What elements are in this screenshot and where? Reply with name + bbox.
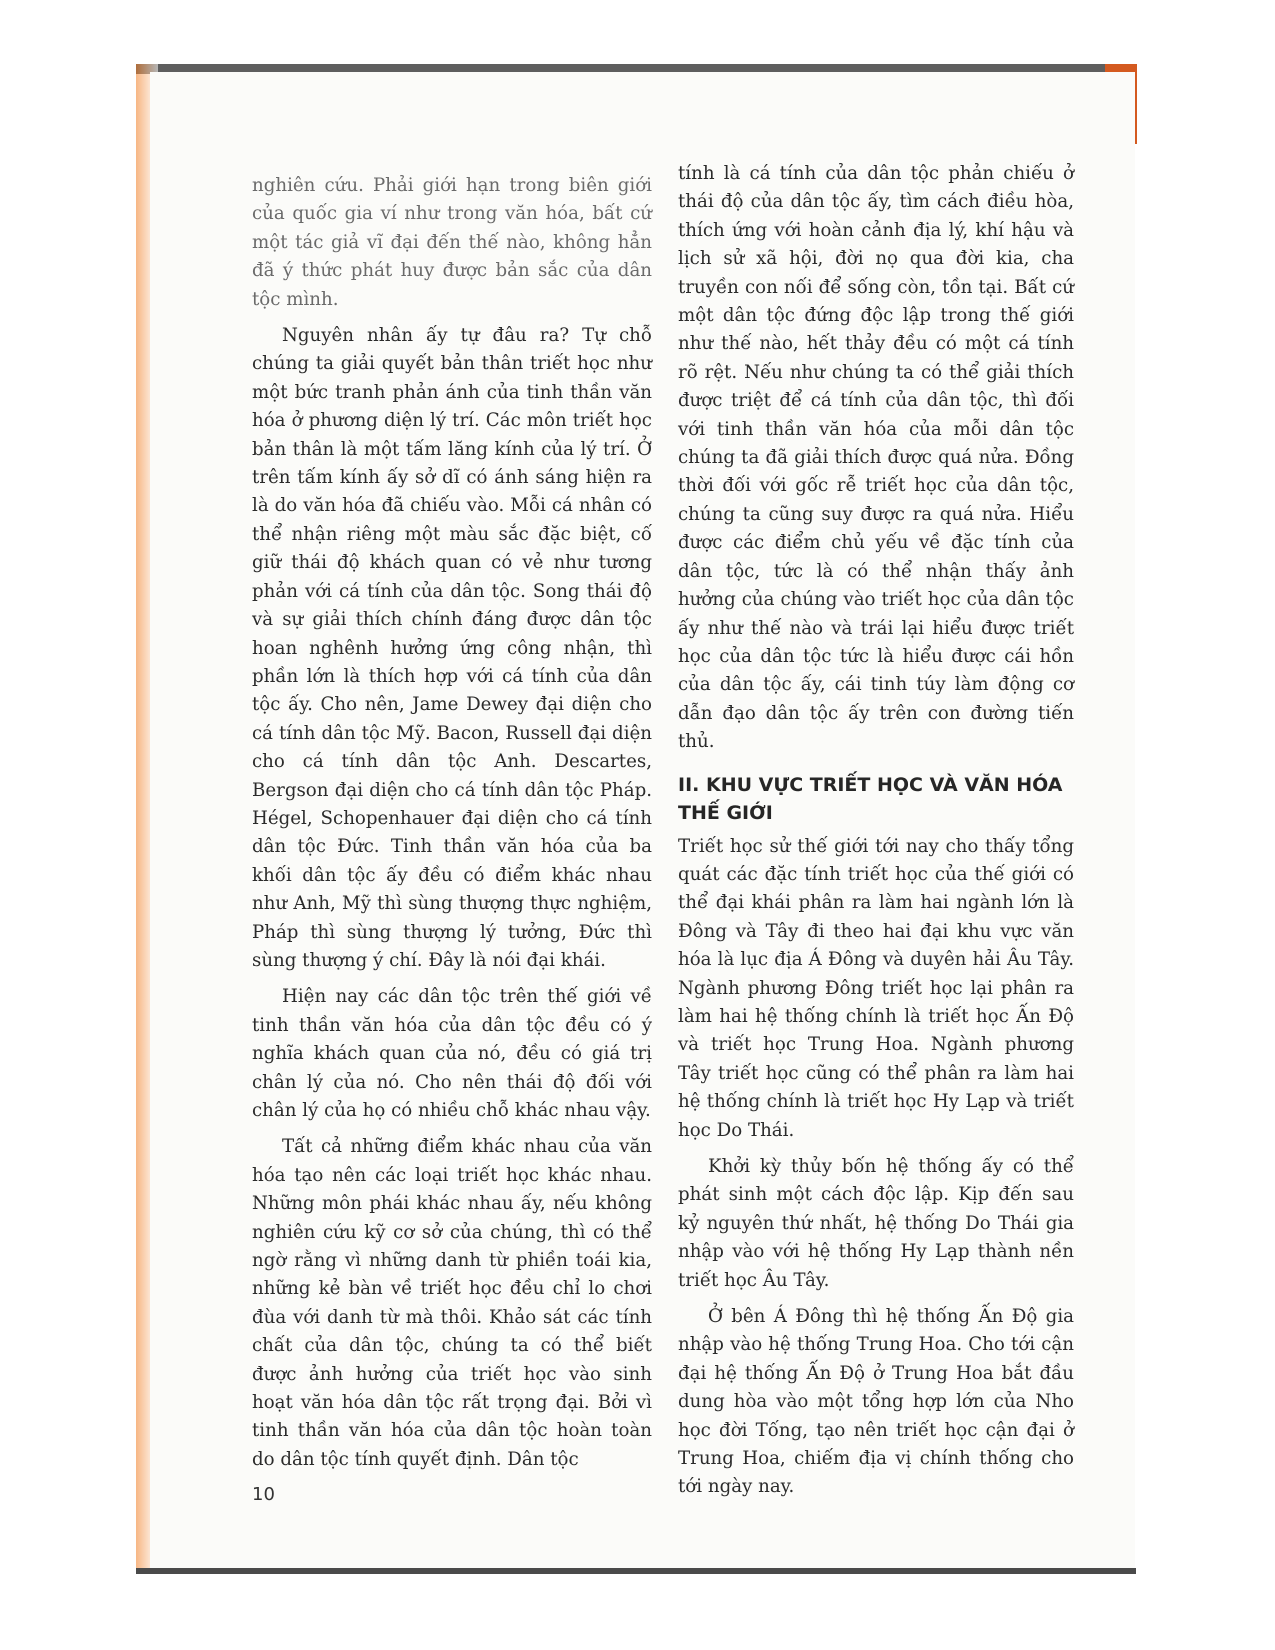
paragraph: Ở bên Á Đông thì hệ thống Ấn Độ gia nhập vào hệ thống Trung Hoa. Cho tới cận đại hệ thống Ấn Độ ở Trung Hoa bắt đầu dung hòa vào một tổng hợp lớn của Nho học đời Tống, tạo nên triết học cận đại ở Trung Hoa, chiếm địa vị chính thống cho tới ngày nay. xyxy=(678,1306,1074,1498)
paragraph: tính là cá tính của dân tộc phản chiếu ở thái độ của dân tộc ấy, tìm cách điều hòa, thích ứng với hoàn cảnh địa lý, khí hậu và lịch sử xã hội, đời nọ qua đời kia, cha truyền con nối để sống còn, tồn tại. Bất cứ một dân tộc đứng độc lập trong thế giới như thế nào, hết thảy đều có một cá tính rõ rệt. Nếu như chúng ta có thể giải thích được triệt để cá tính của dân tộc, thì đối với tinh thần văn hóa của mỗi dân tộc chúng ta đã giải thích được quá nửa. Đồng thời đối với gốc rễ triết học của dân tộc, chúng ta cũng suy được ra quá nửa. Hiểu được các điểm chủ yếu về đặc tính của dân tộc, tức là có thể nhận thấy ảnh hưởng của chúng vào triết học của dân tộc ấy như thế nào và trái lại hiểu được triết học của dân tộc tức là hiểu được cái hồn của dân tộc ấy, cái tinh túy làm động cơ dẫn đạo dân tộc ấy trên con đường tiến thủ. xyxy=(678,163,1074,753)
paragraph: Triết học sử thế giới tới nay cho thấy tổng quát các đặc tính triết học của thế giới có thể đại khái phân ra làm hai ngành lớn là Đông và Tây đi theo hai đại khu vực văn hóa là lục địa Á Đông và duyên hải Âu Tây. Ngành phương Đông triết học lại phân ra làm hai hệ thống chính là triết học Ấn Độ và triết học Trung Hoa. Ngành phương Tây triết học cũng có thể phân ra làm hai hệ thống chính là triết học Hy Lạp và triết học Do Thái. xyxy=(678,835,1074,1141)
section-heading: II. KHU VỰC TRIẾT HỌC VÀ VĂN HÓA THẾ GIỚI xyxy=(678,773,1063,824)
left-column xyxy=(252,172,652,1482)
paragraph: Hiện nay các dân tộc trên thế giới về tinh thần văn hóa của dân tộc đều có ý nghĩa khách quan của nó, đều có giá trị chân lý của nó. Cho nên thái độ đối với chân lý của họ có nhiều chỗ khác nhau vậy. xyxy=(252,986,652,1121)
paragraph: nghiên cứu. Phải giới hạn trong biên giới của quốc gia ví như trong văn hóa, bất cứ một tác giả vĩ đại đến thế nào, không hẳn đã ý thức phát huy được bản sắc của dân tộc mình. xyxy=(252,175,652,310)
paragraph: Nguyên nhân ấy tự đâu ra? Tự chỗ chúng ta giải quyết bản thân triết học như một bức tranh phản ánh của tinh thần văn hóa ở phương diện lý trí. Các môn triết học bản thân là một tấm lăng kính của lý trí. Ở trên tấm kính ấy sở dĩ có ánh sáng hiện ra là do văn hóa đã chiếu vào. Mỗi cá nhân có thể nhận riêng một màu sắc đặc biệt, cố giữ thái độ khách quan có vẻ như tương phản với cá tính của dân tộc. Song thái độ và sự giải thích chính đáng được dân tộc hoan nghênh hưởng ứng công nhận, thì phần lớn là thích hợp với cá tính của dân tộc ấy. Cho nên, Jame Dewey đại diện cho cá tính dân tộc Mỹ. Bacon, Russell đại diện cho cá tính dân tộc Anh. Descartes, Bergson đại diện cho cá tính dân tộc Pháp. Hégel, Schopenhauer đại diện cho cá tính dân tộc Đức. Tinh thần văn hóa của ba khối dân tộc ấy đều có điểm khác nhau như Anh, Mỹ thì sùng thượng thực nghiệm, Pháp thì sùng thượng lý tưởng, Đức thì sùng thượng ý chí. Đây là nói đại khái. xyxy=(252,325,652,971)
right-column xyxy=(678,160,1074,1510)
scan-edge-bottom xyxy=(136,1568,1136,1574)
paragraph: Tất cả những điểm khác nhau của văn hóa tạo nên các loại triết học khác nhau. Những môn phái khác nhau ấy, nếu không nghiên cứu kỹ cơ sở của chúng, thì có thể ngờ rằng vì những danh từ phiền toái kia, những kẻ bàn về triết học đều chỉ lo chơi đùa với danh từ mà thôi. Khảo sát các tính chất của dân tộc, chúng ta có thể biết được ảnh hưởng của triết học vào sinh hoạt văn hóa dân tộc rất trọng đại. Bởi vì tinh thần văn hóa của dân tộc hoàn toàn do dân tộc tính quyết định. Dân tộc xyxy=(252,1136,652,1470)
book-page xyxy=(150,72,1135,1568)
page-number: 10 xyxy=(252,1484,275,1505)
paragraph: Khởi kỳ thủy bốn hệ thống ấy có thể phát sinh một cách độc lập. Kịp đến sau kỷ nguyên thứ nhất, hệ thống Do Thái gia nhập vào với hệ thống Hy Lạp thành nền triết học Âu Tây. xyxy=(678,1156,1074,1291)
